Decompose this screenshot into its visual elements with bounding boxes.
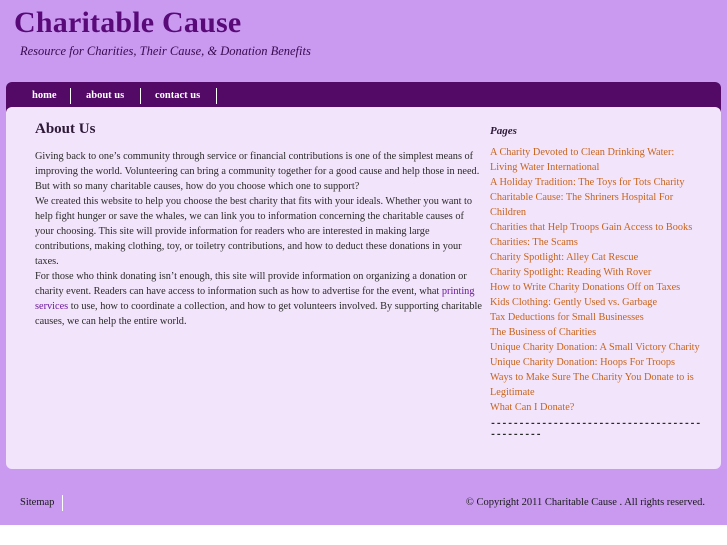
site-tagline: Resource for Charities, Their Cause, & Donation Benefits <box>20 44 311 58</box>
sitemap-link[interactable]: Sitemap <box>20 497 55 508</box>
footer-separator <box>62 495 63 511</box>
nav-separator <box>140 88 141 104</box>
nav-item-home[interactable]: home <box>32 90 57 101</box>
site-header <box>0 0 727 82</box>
nav-item-contact-us[interactable]: contact us <box>155 90 201 101</box>
sidebar-link[interactable]: Ways to Make Sure The Charity You Donate to is Legitimate <box>490 372 694 398</box>
sidebar <box>490 125 702 441</box>
sidebar-link[interactable]: Tax Deductions for Small Businesses <box>490 312 644 323</box>
content-panel <box>6 107 721 469</box>
nav-separator <box>70 88 71 104</box>
printing-services-link[interactable]: printing services <box>35 286 475 312</box>
page-title: About Us <box>35 121 96 137</box>
paragraph-text: For those who think donating isn’t enough, this site will provide information on organizing a donation or charity event. Readers can have access to information such as how to advertise for the event, what <box>35 271 467 297</box>
paragraph <box>35 269 485 329</box>
sidebar-link[interactable]: Unique Charity Donation: Hoops For Troops <box>490 357 676 368</box>
paragraph: We created this website to help you choose the best charity that fits with your ideals. Whether you want to help fight hunger or save the whales, we can link you to information concerning the charitable causes of your choosing. This site will provide information for readers who are interested in making large contributions, making clothing, toy, or toiletry contributions, and how to deduct these donations in your taxes. <box>35 196 473 267</box>
page-bottom-strip <box>0 525 727 545</box>
sidebar-link[interactable]: Kids Clothing: Gently Used vs. Garbage <box>490 297 658 308</box>
sidebar-divider: ---------------------------------------------- <box>490 419 701 441</box>
sidebar-link[interactable]: The Business of Charities <box>490 327 597 338</box>
article-body <box>35 149 485 329</box>
sidebar-link[interactable]: Charity Spotlight: Alley Cat Rescue <box>490 252 639 263</box>
nav-item-about-us[interactable]: about us <box>86 90 125 101</box>
paragraph: Giving back to one’s community through service or financial contributions is one of the simplest means of improving the world. Volunteering can bring a community together for a good cause and help those in need. But with so many charitable causes, how do you choose which one to support? <box>35 151 480 192</box>
site-title[interactable]: Charitable Cause <box>14 6 242 39</box>
copyright-text: © Copyright 2011 Charitable Cause . All rights reserved. <box>465 497 705 508</box>
sidebar-link[interactable]: Charities that Help Troops Gain Access to Books <box>490 222 693 233</box>
paragraph-text: to use, how to coordinate a collection, and how to get volunteers involved. By supporting charitable causes, we can help the entire world. <box>35 301 482 327</box>
sidebar-link[interactable]: What Can I Donate? <box>490 402 575 413</box>
sidebar-link[interactable]: Charitable Cause: The Shriners Hospital For Children <box>490 192 674 218</box>
nav-separator <box>216 88 217 104</box>
sidebar-link[interactable]: How to Write Charity Donations Off on Taxes <box>490 282 681 293</box>
sidebar-link[interactable]: Charities: The Scams <box>490 237 578 248</box>
sidebar-heading: Pages <box>490 125 517 137</box>
sidebar-link[interactable]: Unique Charity Donation: A Small Victory Charity <box>490 342 700 353</box>
sidebar-link[interactable]: A Holiday Tradition: The Toys for Tots Charity <box>490 177 685 188</box>
sidebar-link[interactable]: Charity Spotlight: Reading With Rover <box>490 267 652 278</box>
sidebar-link[interactable]: A Charity Devoted to Clean Drinking Water: Living Water International <box>490 147 675 173</box>
